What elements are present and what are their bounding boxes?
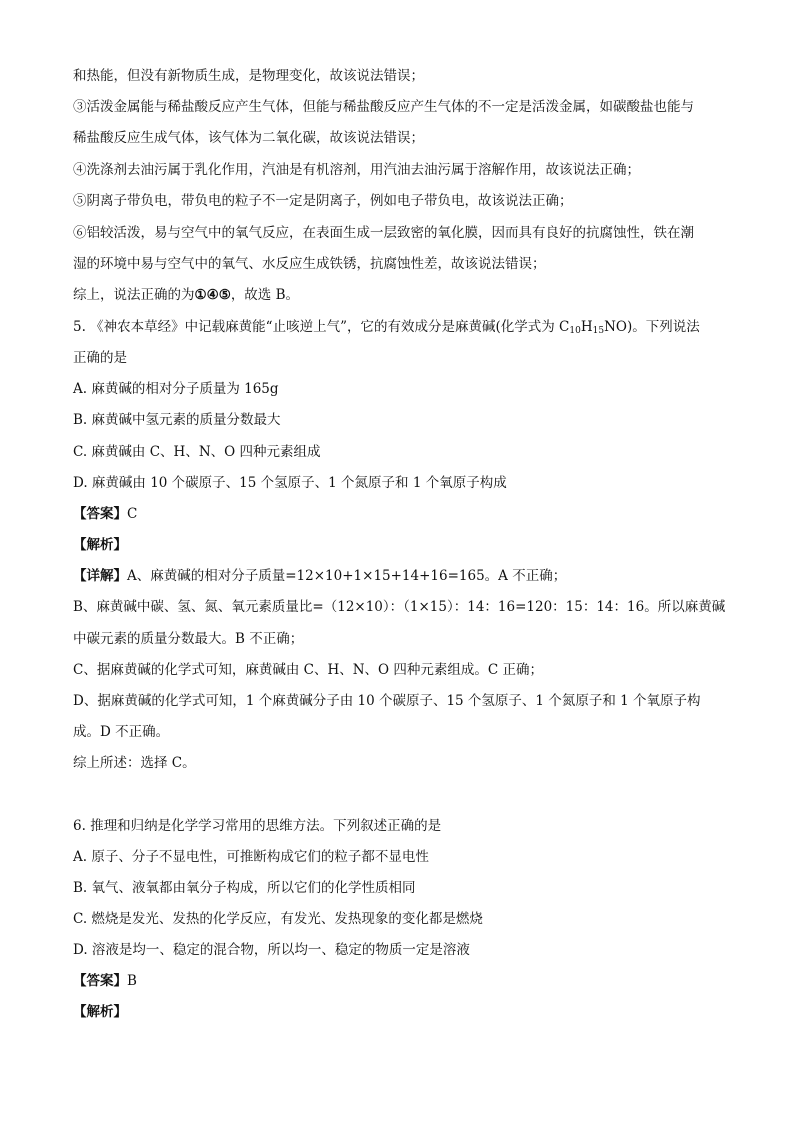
text-line: [73, 630, 733, 648]
text: 6. 推理和归纳是化学学习常用的思维方法。下列叙述正确的是: [73, 818, 442, 834]
question-6-stem: [73, 817, 733, 835]
text-line: [73, 286, 733, 304]
text-line: [73, 692, 733, 710]
option-b: [73, 879, 733, 897]
analysis-tag: [73, 1003, 733, 1021]
text: C. 麻黄碱由 C、H、N、O 四种元素组成: [73, 444, 321, 460]
text-line: [73, 255, 733, 273]
text: ⑤阴离子带负电，带负电的粒子不一定是阴离子，例如电子带负电，故该说法正确；: [73, 193, 573, 209]
text: NO)。下列说法: [604, 319, 700, 335]
text-line: [73, 161, 733, 179]
text: A、麻黄碱的相对分子质量=12×10+1×15+14+16=165。A 不正确；: [127, 568, 567, 584]
answer-numbers: ①④⑤: [194, 287, 231, 303]
option-d: [73, 474, 733, 492]
detail-tag: 【详解】: [73, 568, 127, 584]
text: ③活泼金属能与稀盐酸反应产生气体，但能与稀盐酸反应产生气体的不一定是活泼金属，如碳酸盐也能与: [73, 99, 694, 115]
text: A. 原子、分子不显电性，可推断构成它们的粒子都不显电性: [73, 849, 429, 865]
text: C、据麻黄碱的化学式可知，麻黄碱由 C、H、N、O 四种元素组成。C 正确；: [73, 662, 544, 678]
option-c: [73, 910, 733, 928]
text: 和热能，但没有新物质生成，是物理变化，故该说法错误；: [73, 68, 424, 84]
subscript: 15: [592, 326, 605, 336]
answer-tag: 【答案】: [73, 973, 127, 989]
answer-value: B: [127, 973, 137, 989]
answer-value: C: [127, 506, 138, 522]
text-line: [73, 224, 733, 242]
text-line: [73, 98, 733, 116]
detail-line: [73, 567, 733, 585]
text: B. 麻黄碱中氢元素的质量分数最大: [73, 412, 281, 428]
text-line: [73, 723, 733, 741]
option-b: [73, 411, 733, 429]
text: 综上，说法正确的为: [73, 287, 195, 303]
text: 成。D 不正确。: [73, 724, 170, 740]
text: ⑥铝较活泼，易与空气中的氧气反应，在表面生成一层致密的氧化膜，因而具有良好的抗腐蚀性，铁在潮: [73, 225, 694, 241]
text: 湿的环境中易与空气中的氧气、水反应生成铁锈，抗腐蚀性差，故该说法错误；: [73, 256, 546, 272]
text: C. 燃烧是发光、发热的化学反应，有发光、发热现象的变化都是燃烧: [73, 911, 483, 927]
text: ，故选 B。: [230, 287, 300, 303]
text-line: [73, 754, 733, 772]
option-d: [73, 941, 733, 959]
answer-tag: 【答案】: [73, 506, 127, 522]
text: D. 麻黄碱由 10 个碳原子、15 个氢原子、1 个氮原子和 1 个氧原子构成: [73, 475, 507, 491]
text-line: [73, 661, 733, 679]
analysis-tag: [73, 536, 733, 554]
text: 【解析】: [73, 1004, 127, 1020]
text: B、麻黄碱中碳、氢、氮、氧元素质量比=（12×10）：（1×15）：14：16=120：15：14：16。所以麻黄碱: [73, 599, 726, 615]
text-line: [73, 349, 733, 367]
text: H: [580, 319, 593, 335]
text: 中碳元素的质量分数最大。B 不正确；: [73, 631, 304, 647]
question-5-stem: [73, 318, 733, 336]
text: A. 麻黄碱的相对分子质量为 165g: [73, 381, 279, 397]
text: 【解析】: [73, 537, 127, 553]
answer-line: [73, 972, 733, 990]
text: 稀盐酸反应生成气体，该气体为二氧化碳，故该说法错误；: [73, 130, 424, 146]
text-line: [73, 598, 733, 616]
text: D、据麻黄碱的化学式可知，1 个麻黄碱分子由 10 个碳原子、15 个氢原子、1 个氮原子和 1 个氧原子构: [73, 693, 701, 709]
text: B. 氧气、液氧都由氧分子构成，所以它们的化学性质相同: [73, 880, 416, 896]
option-a: [73, 848, 733, 866]
option-c: [73, 443, 733, 461]
text: D. 溶液是均一、稳定的混合物，所以均一、稳定的物质一定是溶液: [73, 942, 470, 958]
text: ④洗涤剂去油污属于乳化作用，汽油是有机溶剂，用汽油去油污属于溶解作用，故该说法正确；: [73, 162, 640, 178]
text: 综上所述：选择 C。: [73, 755, 196, 771]
text-line: [73, 67, 733, 85]
answer-line: [73, 505, 733, 523]
text-line: [73, 192, 733, 210]
option-a: [73, 380, 733, 398]
text-line: [73, 129, 733, 147]
text: 正确的是: [73, 350, 127, 366]
subscript: 10: [569, 326, 581, 336]
text: 5. 《神农本草经》中记载麻黄能“止咳逆上气”，它的有效成分是麻黄碱(化学式为 C: [73, 319, 570, 335]
